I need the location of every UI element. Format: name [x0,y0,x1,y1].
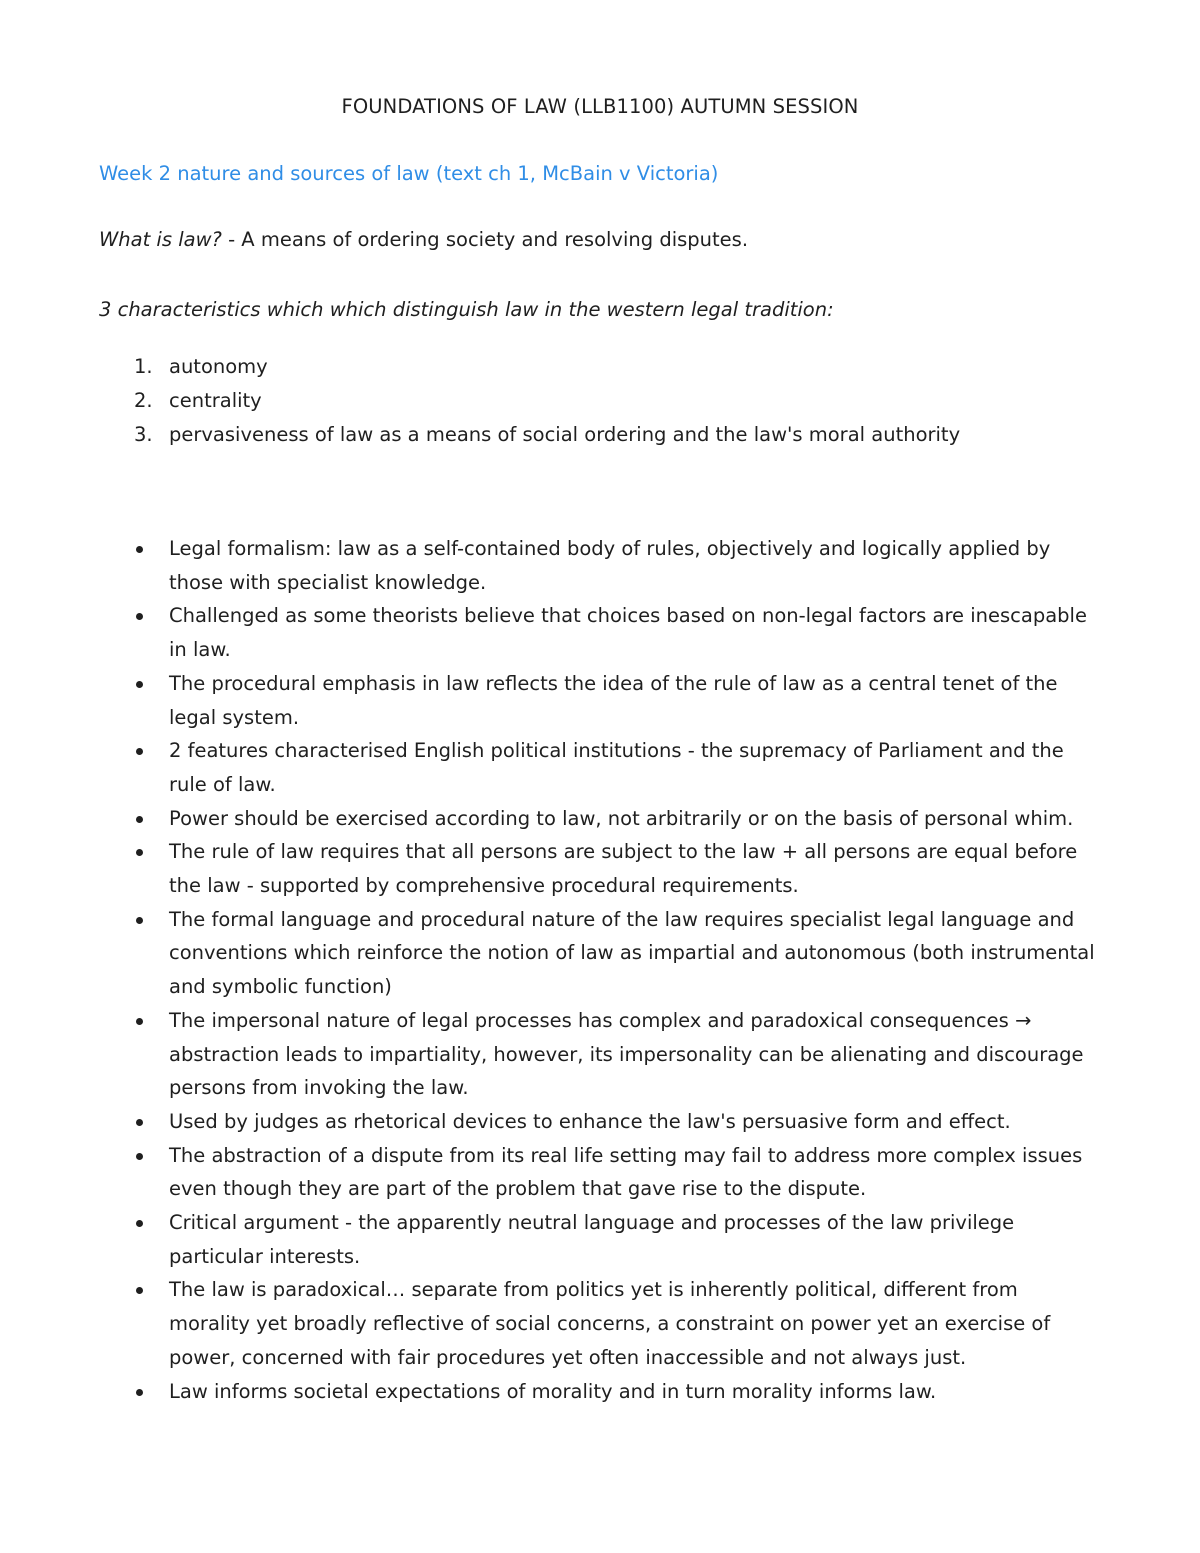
bullet-item [99,802,1099,836]
bullet-icon [136,1018,143,1025]
bullet-text: Power should be exercised according to law, not arbitrarily or on the basis of personal whim. [169,806,1074,830]
list-item-text: centrality [169,389,262,412]
list-item [99,387,1099,421]
bullet-icon [136,849,143,856]
bullet-text: Challenged as some theorists believe that choices based on non-legal factors are inescapable in law. [169,604,1087,662]
definition-answer: - A means of ordering society and resolving disputes. [221,228,749,251]
law-definition [99,228,748,251]
bullet-text: Legal formalism: law as a self-contained body of rules, objectively and logically applied by those with specialist knowledge. [169,537,1051,594]
characteristics-list [99,353,1099,455]
document-title: FOUNDATIONS OF LAW (LLB1100) AUTUMN SESSION [341,95,859,118]
bullet-text: The abstraction of a dispute from its real life setting may fail to address more complex issues even though they are part of the problem that gave rise to the dispute. [169,1143,1083,1201]
bullet-icon [136,1119,143,1126]
bullet-icon [136,816,143,823]
list-item-text: autonomy [169,355,268,378]
bullet-item [99,835,1099,902]
bullet-item [99,599,1099,666]
bullet-item [99,903,1099,1004]
bullet-text: The rule of law requires that all persons are subject to the law + all persons are equal before the law - supported by comprehensive procedural requirements. [169,840,1078,898]
bullet-text: The impersonal nature of legal processes has complex and paradoxical consequences → abstraction leads to impartiality, however, its impersonality can be alienating and discourage persons from invoking the law. [169,1008,1084,1100]
bullet-item [99,1206,1099,1273]
bullet-icon [136,546,143,553]
bullet-item [99,734,1099,801]
week-heading: Week 2 nature and sources of law (text ch 1, McBain v Victoria) [99,162,719,185]
list-number: 1. [134,355,153,378]
list-item [99,421,1099,455]
characteristics-intro: 3 characteristics which which distinguish law in the western legal tradition: [99,298,834,321]
bullet-item [99,1273,1099,1374]
bullet-item [99,1105,1099,1139]
bullet-icon [136,1153,143,1160]
bullet-text: Critical argument - the apparently neutral language and processes of the law privilege particular interests. [169,1211,1015,1268]
bullet-text: The procedural emphasis in law reflects the idea of the rule of law as a central tenet of the legal system. [169,671,1058,729]
bullet-item [99,532,1099,599]
bullet-icon [136,1389,143,1396]
list-number: 3. [134,423,153,446]
list-item-text: pervasiveness of law as a means of social ordering and the law's moral authority [169,423,961,446]
bullet-text: 2 features characterised English political institutions - the supremacy of Parliament and the rule of law. [169,739,1064,796]
bullet-text: Used by judges as rhetorical devices to enhance the law's persuasive form and effect. [169,1109,1011,1133]
bullet-item [99,1375,1099,1409]
bullet-icon [136,1287,143,1294]
bullet-icon [136,748,143,755]
bullet-item [99,1139,1099,1206]
bullet-item [99,667,1099,734]
definition-question: What is law? [99,228,222,251]
bullet-item [99,1004,1099,1105]
notes-bullet-list [99,532,1099,1408]
bullet-icon [136,613,143,620]
list-number: 2. [134,389,153,412]
bullet-text: Law informs societal expectations of morality and in turn morality informs law. [169,1379,937,1403]
bullet-icon [136,1220,143,1227]
bullet-text: The formal language and procedural nature of the law requires specialist legal language and conventions which reinforce the notion of law as impartial and autonomous (both instrumental and symbolic function) [169,907,1095,999]
bullet-icon [136,917,143,924]
bullet-icon [136,681,143,688]
bullet-text: The law is paradoxical… separate from politics yet is inherently political, different from morality yet broadly reflective of social concerns, a constraint on power yet an exercise of power, concerned with fair procedures yet often inaccessible and not always just. [169,1278,1051,1369]
list-item [99,353,1099,387]
